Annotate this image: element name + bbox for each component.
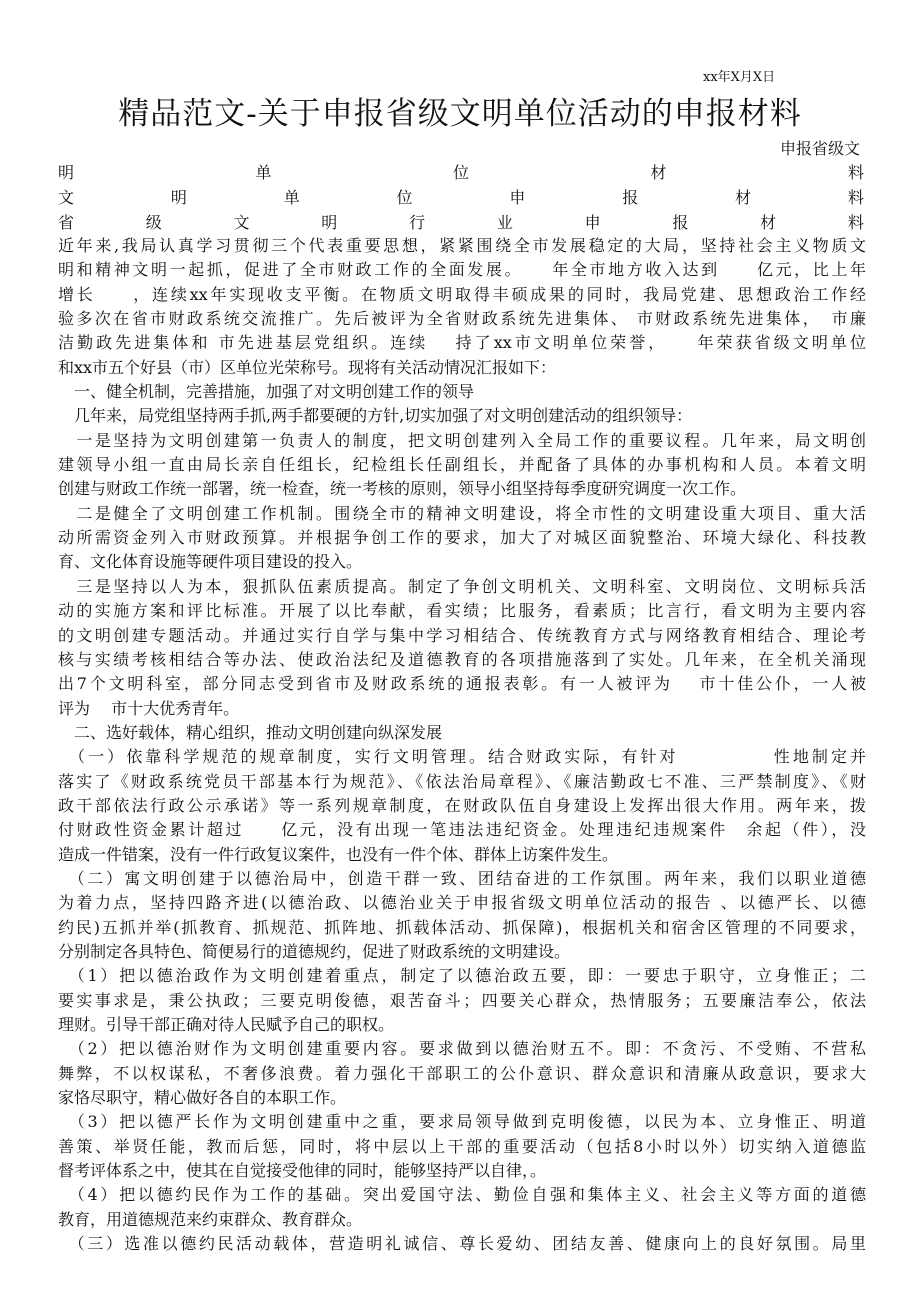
spread-row xyxy=(58,160,864,184)
text-line: 要实事求是，秉公执政；三要克明俊德，艰苦奋斗；四要关心群众，热情服务；五要廉洁奉公，依法 xyxy=(58,990,866,1010)
subtitle-right: 申报省级文 xyxy=(780,139,861,158)
spread-char: 料 xyxy=(847,163,864,182)
text-line: 和xx市五个好县（市）区单位光荣称号。现将有关活动情况汇报如下： xyxy=(58,357,557,377)
text-line: 善策、举贤任能，教而后惩，同时，将中层以上干部的重要活动（包括8小时以外）切实纳入道德监 xyxy=(58,1136,866,1156)
text-line: 督考评体系之中，使其在自觉接受他律的同时，能够坚持严以自律，。 xyxy=(58,1161,547,1181)
text-line: 落实了《财政系统党员干部基本行为规范》、《依法治局章程》、《廉洁勤政七不准、三严禁制度》、《财 xyxy=(58,771,866,791)
spread-char: 位 xyxy=(452,163,469,182)
text-line: 家恪尽职守，精心做好各自的本职工作。 xyxy=(58,1088,347,1108)
text-line: 动所需资金列入市财政预算。并根据争创工作的要求，加大了对城区面貌整治、环境大绿化、科技教 xyxy=(58,528,866,548)
spread-row xyxy=(58,185,864,209)
spread-char: 料 xyxy=(847,188,864,207)
document-title: 精品范文-关于申报省级文明单位活动的申报材料 xyxy=(118,96,802,132)
text-line: 增长 ，连续xx年实现收支平衡。在物质文明取得丰硕成果的同时，我局党建、思想政治工作经 xyxy=(58,284,866,304)
text-line: 建领导小组一直由局长亲自任组长，纪检组长任副组长，并配备了具体的办事机构和人员。本着文明 xyxy=(58,455,866,475)
spread-char: 料 xyxy=(847,213,864,232)
spread-char: 申 xyxy=(509,188,526,207)
text-line: 舞弊，不以权谋私，不奢侈浪费。着力强化干部职工的公仆意识、群众意识和清廉从政意识，要求大 xyxy=(58,1063,866,1083)
spread-char: 文 xyxy=(58,188,75,207)
spread-char: 明 xyxy=(321,213,338,232)
spread-char: 申 xyxy=(584,213,601,232)
text-line: 的文明创建专题活动。并通过实行自学与集中学习相结合、传统教育方式与网络教育相结合、理论考 xyxy=(58,625,866,645)
text-line: 政干部依法行政公示承诺》等一系列规章制度，在财政队伍自身建设上发挥出很大作用。两年来，拨 xyxy=(58,795,866,815)
text-line: 为着力点，坚持四路齐进(以德治政、以德治业关于申报省级文明单位活动的报告 、以德严长、以德 xyxy=(58,893,866,913)
spread-char: 业 xyxy=(496,213,513,232)
date-line: xx年X月X日 xyxy=(703,70,776,85)
text-line: 三是坚持以人为本，狠抓队伍素质提高。制定了争创文明机关、文明科室、文明岗位、文明标兵活 xyxy=(58,576,866,596)
spread-char: 材 xyxy=(760,213,777,232)
spread-char: 明 xyxy=(170,188,187,207)
text-line: 二是健全了文明创建工作机制。围绕全市的精神文明建设，将全市性的文明建设重大项目、重大活 xyxy=(58,503,866,523)
spread-char: 行 xyxy=(409,213,426,232)
text-line: 教育，用道德规范来约束群众、教育群众。 xyxy=(58,1209,363,1229)
text-line: （1）把以德治政作为文明创建着重点，制定了以德治政五要，即：一要忠于职守，立身惟正；二 xyxy=(58,966,866,986)
text-line: 动的实施方案和评比标准。开展了以比奉献，看实绩；比服务，看素质；比言行，看文明为主要内容 xyxy=(58,601,866,621)
text-line: 理财。引导干部正确对待人民赋予自己的职权。 xyxy=(58,1015,395,1034)
spread-char: 明 xyxy=(58,163,75,182)
text-line: 一是坚持为文明创建第一负责人的制度，把文明创建列入全局工作的重要议程。几年来，局文明创 xyxy=(58,430,866,450)
text-line: （4）把以德约民作为工作的基础。突出爱国守法、勤俭自强和集体主义、社会主义等方面的道德 xyxy=(58,1185,866,1205)
spread-char: 报 xyxy=(622,188,639,207)
text-line: 约民)五抓并举(抓教育、抓规范、抓阵地、抓载体活动、抓保障)，根据机关和宿舍区管理的不同要求， xyxy=(58,917,866,937)
text-line: 创建与财政工作统一部署，统一检查，统一考核的原则，领导小组坚持每季度研究调度一次工作。 xyxy=(58,479,747,499)
text-line: 核与实绩考核相结合等办法、使政治法纪及道德教育的各项措施落到了实处。几年来，在全机关涌现 xyxy=(58,649,866,669)
text-line: 造成一件错案，没有一件行政复议案件，也没有一件个体、群体上访案件发生。 xyxy=(58,844,619,864)
text-line: 育、文化体育设施等硬件项目建设的投入。 xyxy=(58,552,363,572)
text-line: （三）选准以德约民活动载体，营造明礼诚信、尊长爱幼、团结友善、健康向上的良好氛围。局里 xyxy=(58,1234,866,1254)
text-line: 分别制定各具特色、简便易行的道德规约，促进了财政系统的文明建设。 xyxy=(58,941,571,961)
section-heading: 一、健全机制，完善措施，加强了对文明创建工作的领导 xyxy=(58,382,475,402)
text-line: 出7个文明科室，部分同志受到省市及财政系统的通报表彰。有一人被评为 市十佳公仆，一人被 xyxy=(58,674,866,694)
text-line: 评为 市十大优秀青年。 xyxy=(58,698,240,718)
spread-row xyxy=(58,210,864,234)
text-line: 近年来,我局认真学习贯彻三个代表重要思想，紧紧围绕全市发展稳定的大局，坚持社会主义物质文 xyxy=(58,236,866,255)
spread-char: 级 xyxy=(145,213,162,232)
spread-char: 省 xyxy=(58,213,75,232)
text-line: 几年来，局党组坚持两手抓,两手都要硬的方针,切实加强了对文明创建活动的组织领导： xyxy=(58,406,693,426)
spread-char: 位 xyxy=(396,188,413,207)
section-heading: 二、选好载体，精心组织，推动文明创建向纵深发展 xyxy=(58,722,443,742)
spread-char: 报 xyxy=(672,213,689,232)
spread-char: 材 xyxy=(650,163,667,182)
spread-char: 材 xyxy=(735,188,752,207)
text-line: （二）寓文明创建于以德治局中，创造干群一致、团结奋进的工作氛围。两年来，我们以职业道德 xyxy=(58,868,866,888)
spread-char: 单 xyxy=(283,188,300,207)
text-line: 明和精神文明一起抓，促进了全市财政工作的全面发展。 年全市地方收入达到 亿元，比上年 xyxy=(58,260,866,280)
text-line: （一）依靠科学规范的规章制度，实行文明管理。结合财政实际，有针对 性地制定并 xyxy=(58,747,866,767)
text-line: （3）把以德严长作为文明创建重中之重，要求局领导做到克明俊德，以民为本、立身惟正、明道 xyxy=(58,1112,866,1132)
text-line: 付财政性资金累计超过 亿元，没有出现一笔违法违纪资金。处理违纪违规案件 余起（件），没 xyxy=(58,820,866,840)
text-line: （2）把以德治财作为文明创建重要内容。要求做到以德治财五不。即：不贪污、不受贿、不营私 xyxy=(58,1039,866,1059)
spread-char: 文 xyxy=(233,213,250,232)
spread-char: 单 xyxy=(255,163,272,182)
body-text xyxy=(58,234,866,1256)
text-line: 洁勤政先进集体和 市先进基层党组织。连续 持了xx市文明单位荣誉， 年荣获省级文明单位 xyxy=(58,333,866,353)
text-line: 验多次在省市财政系统交流推广。先后被评为全省财政系统先进集体、 市财政系统先进集体， 市廉 xyxy=(58,309,866,329)
